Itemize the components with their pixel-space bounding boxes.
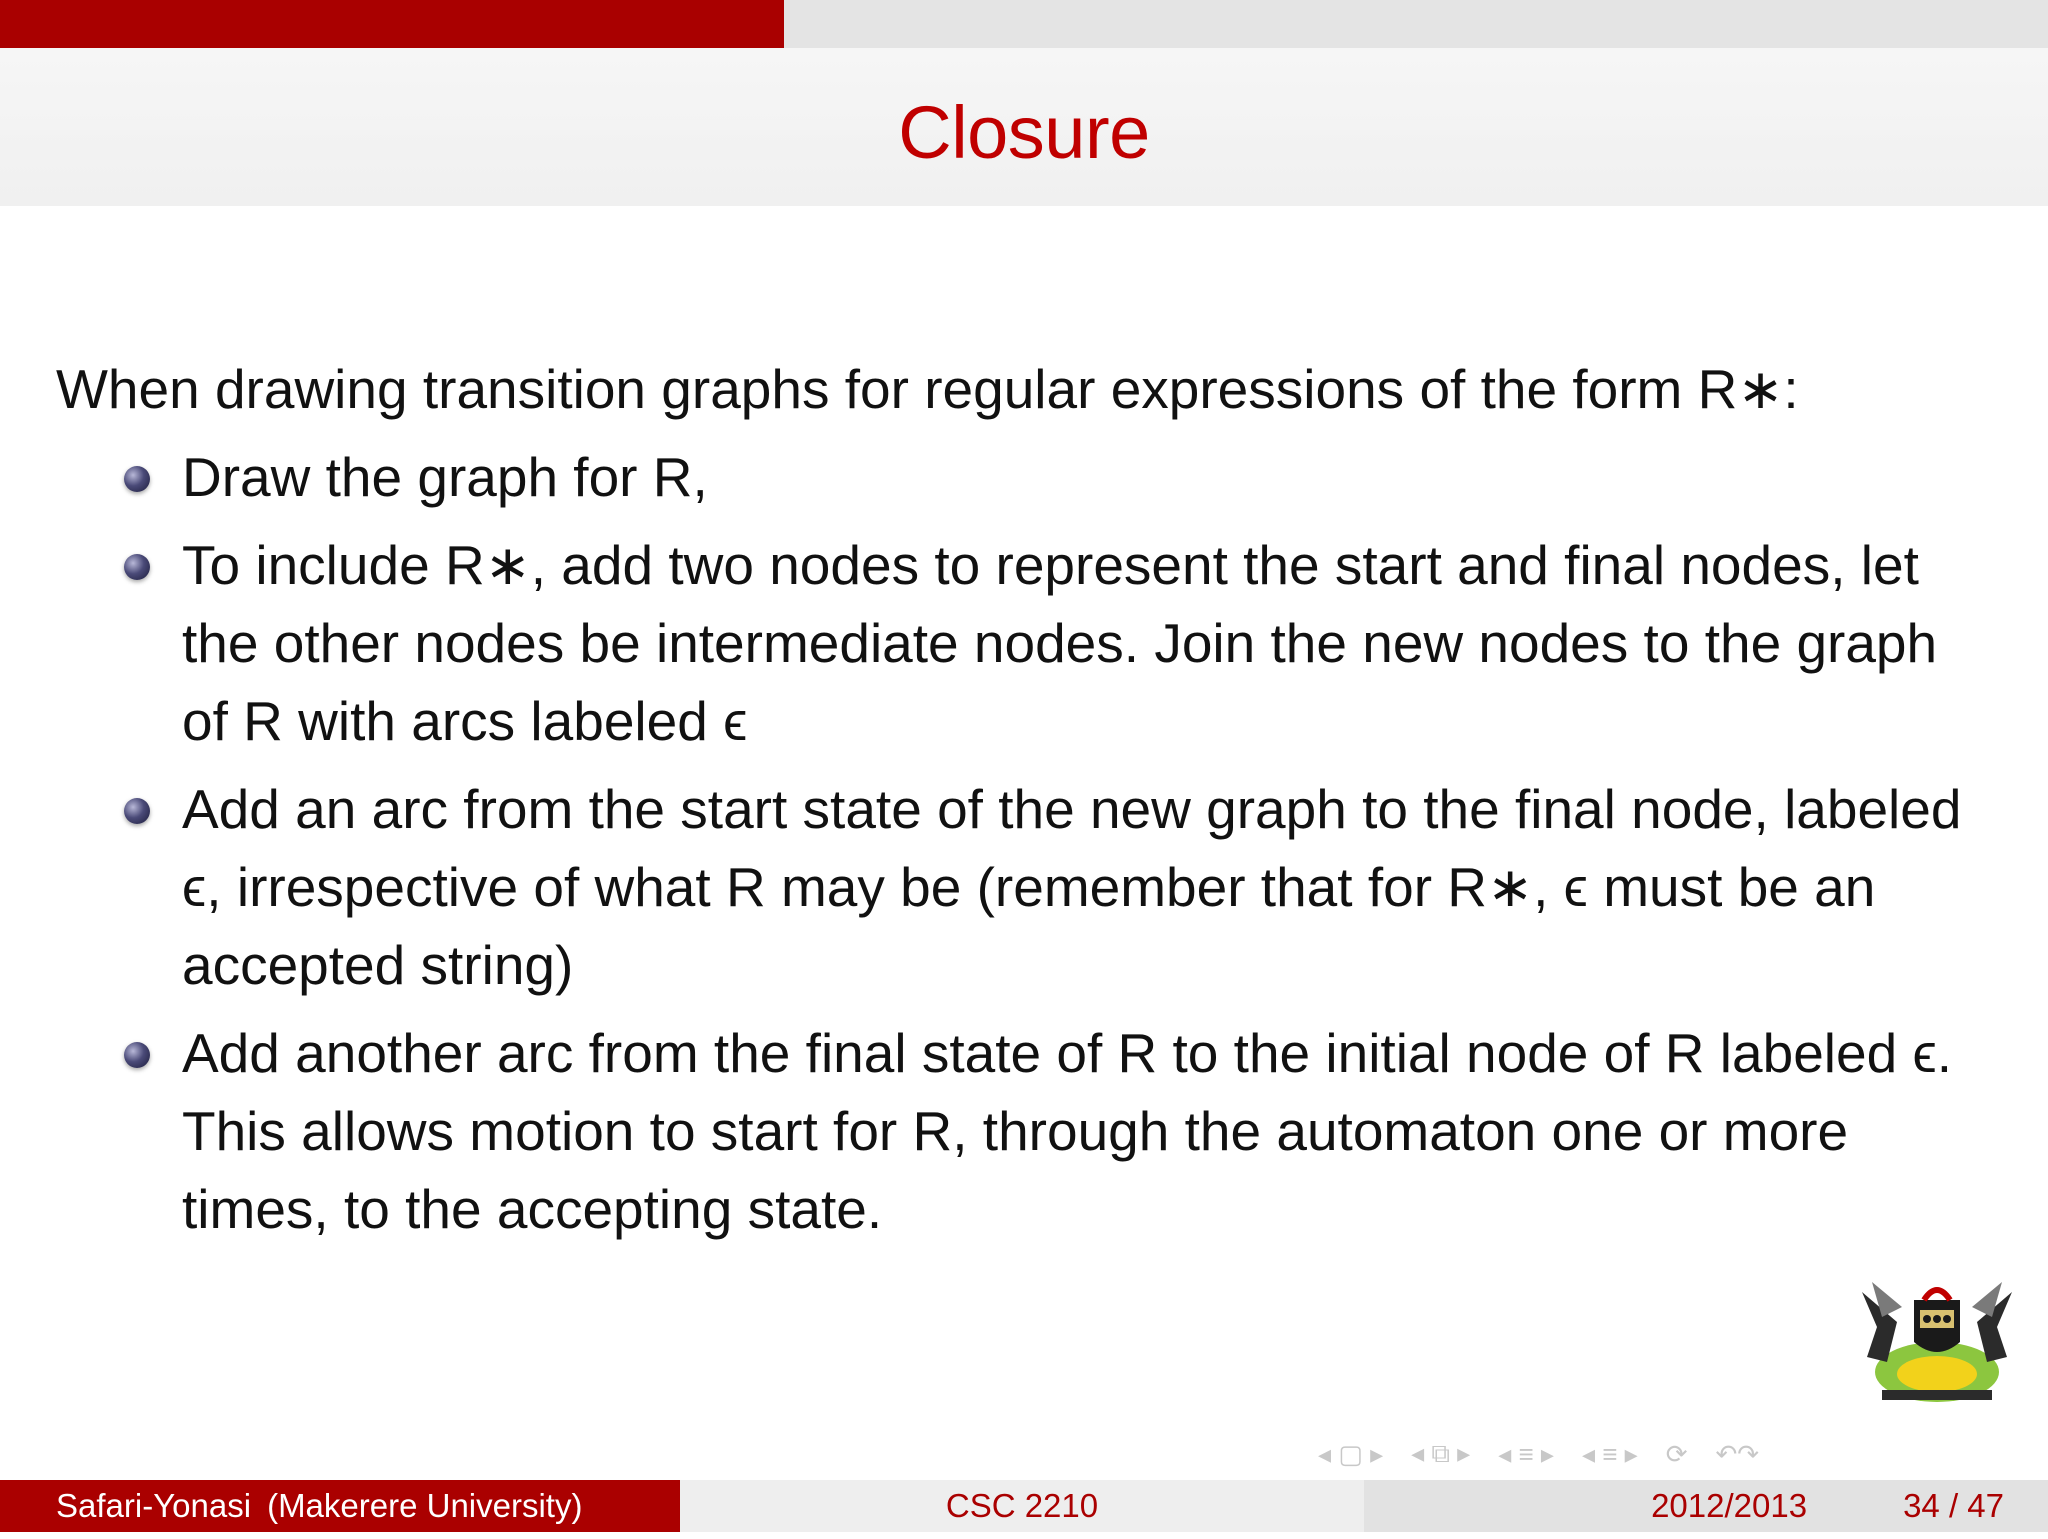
title-band xyxy=(0,48,2048,206)
bullet-text: Add another arc from the final state of R to the initial node of R labeled ϵ. This allows motion to start for R, through the automaton one or more times, to the accepting state. xyxy=(182,1022,1953,1240)
nav-frame-prev-icon[interactable]: ◂ ▢ ▸ xyxy=(1318,1438,1384,1469)
bullet-item xyxy=(56,770,1976,1004)
nav-section-icon[interactable]: ◂ ≡ ▸ xyxy=(1498,1438,1554,1469)
bullet-text: To include R∗, add two nodes to represent the start and final nodes, let the other nodes be intermediate nodes. Join the new nodes to the graph of R with arcs labeled ϵ xyxy=(182,534,1938,752)
nav-subsection-icon[interactable]: ◂ ⧉ ▸ xyxy=(1411,1438,1471,1468)
bullet-item xyxy=(56,438,1976,516)
nav-back-forward-icon[interactable]: ↶↷ xyxy=(1715,1438,1760,1469)
makerere-university-crest-icon xyxy=(1842,1262,2032,1422)
bullet-item xyxy=(56,526,1976,760)
footer-date-block xyxy=(1364,1480,2048,1532)
sphere-bullet-icon xyxy=(124,554,150,580)
footer-course-block xyxy=(680,1480,1364,1532)
sphere-bullet-icon xyxy=(124,798,150,824)
sphere-bullet-icon xyxy=(124,466,150,492)
nav-document-icon[interactable]: ◂ ≡ ▸ xyxy=(1581,1438,1638,1469)
beamer-navigation xyxy=(1318,1434,1759,1474)
footer-institution: (Makerere University) xyxy=(267,1487,583,1524)
slide-footer xyxy=(0,1480,2048,1532)
slide-title: Closure xyxy=(898,91,1150,174)
bullet-text: Add an arc from the start state of the new graph to the final node, labeled ϵ, irrespective of what R may be (remember that for R∗, ϵ must be an accepted string) xyxy=(182,778,1962,996)
footer-page-number: 34 / 47 xyxy=(1903,1487,2004,1524)
bullet-list xyxy=(56,438,1976,1248)
slide-content xyxy=(56,350,1976,1258)
slide-progress-fill xyxy=(0,0,784,48)
intro-text: When drawing transition graphs for regular expressions of the form R∗: xyxy=(56,358,1799,420)
nav-search-icon[interactable]: ⟳ xyxy=(1665,1438,1688,1469)
footer-course: CSC 2210 xyxy=(945,1487,1099,1524)
footer-author: Safari-Yonasi xyxy=(56,1487,252,1524)
footer-author-block xyxy=(0,1480,680,1532)
bullet-item xyxy=(56,1014,1976,1248)
bullet-text: Draw the graph for R, xyxy=(182,446,708,508)
slide-progress-bar xyxy=(0,0,2048,48)
footer-date: 2012/2013 xyxy=(1651,1487,1808,1524)
sphere-bullet-icon xyxy=(124,1042,150,1068)
